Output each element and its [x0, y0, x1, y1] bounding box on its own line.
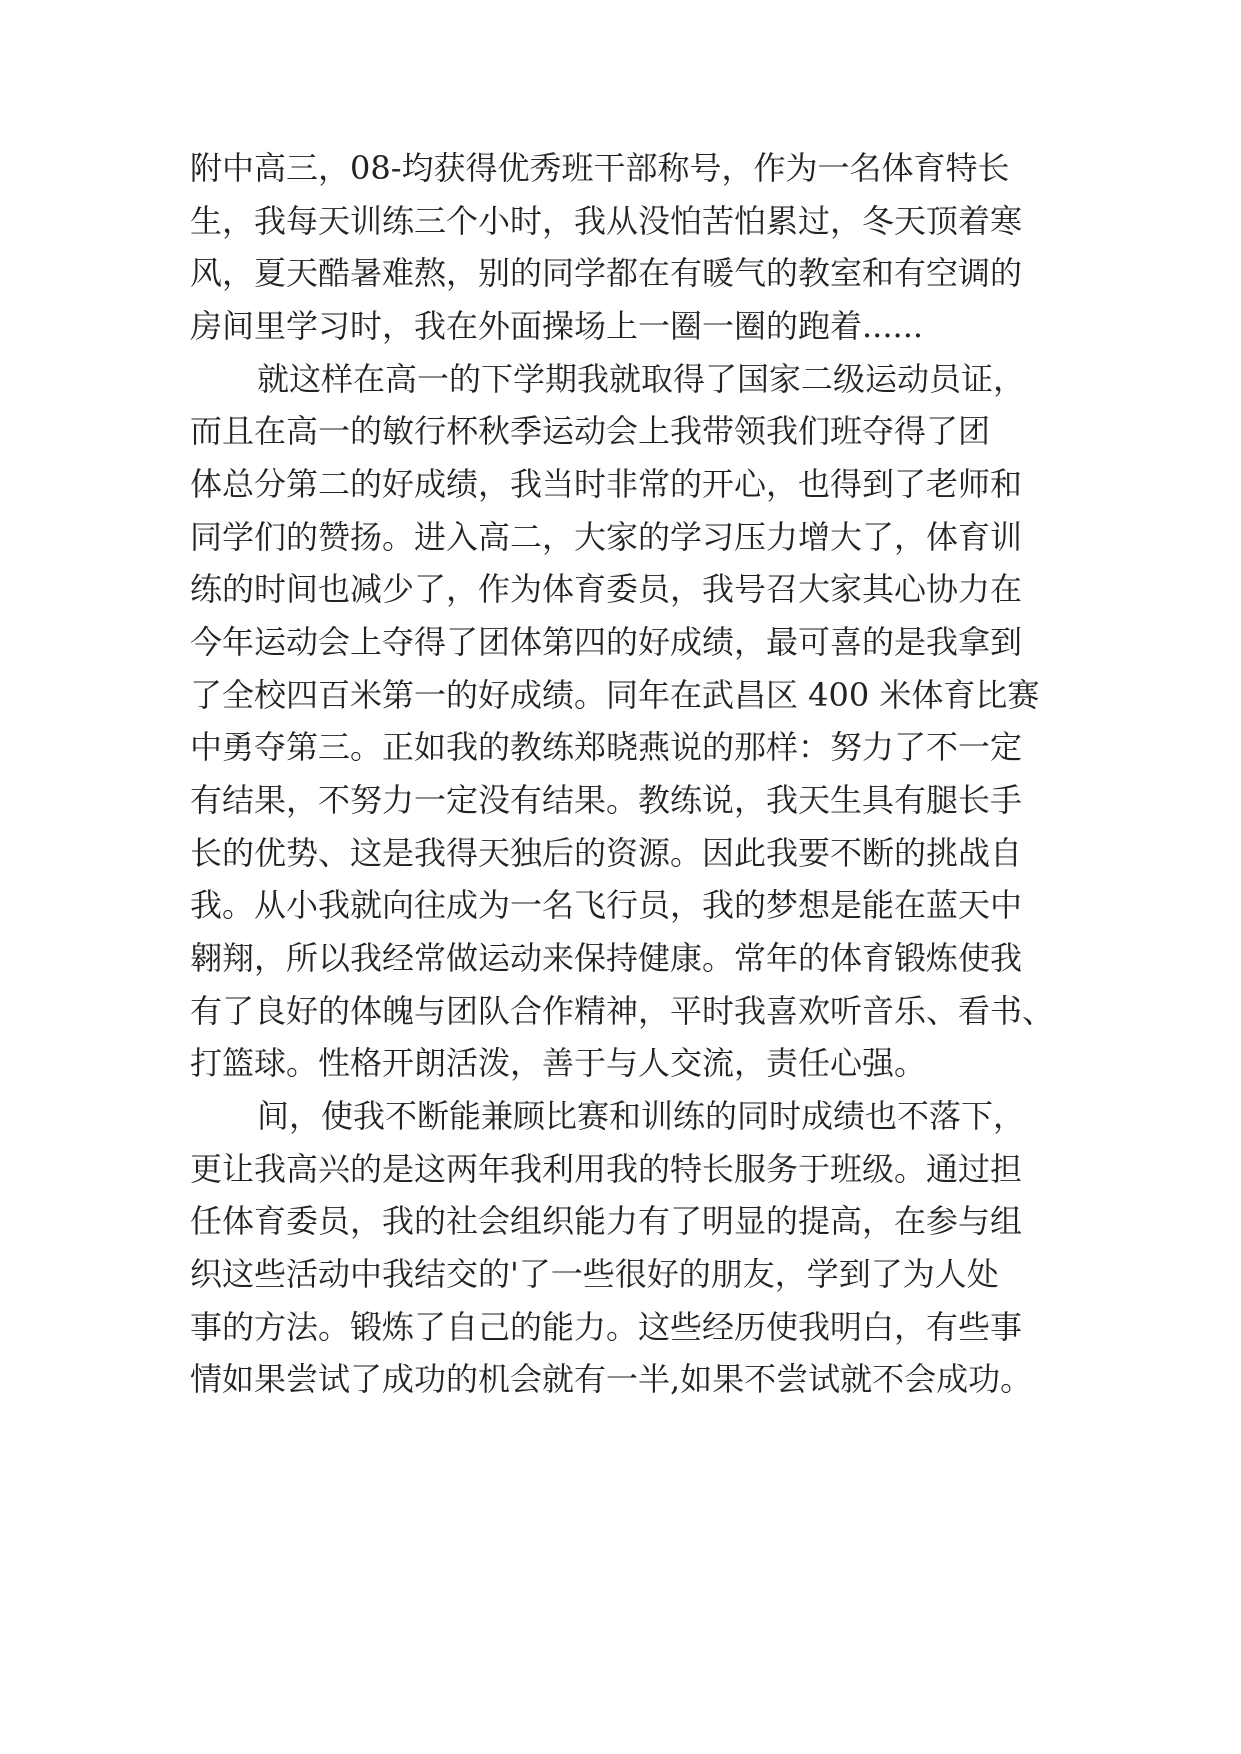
paragraph-start-line: 间，使我不断能兼顾比赛和训练的同时成绩也不落下，: [257, 1097, 1026, 1135]
text-line: 了全校四百米第一的好成绩。同年在武昌区 400 米体育比赛: [190, 676, 1040, 714]
text-line: 房间里学习时，我在外面操场上一圈一圈的跑着......: [190, 307, 924, 345]
text-line: 打篮球。性格开朗活泼，善于与人交流，责任心强。: [190, 1044, 927, 1082]
text-line: 风，夏天酷暑难熬，别的同学都在有暖气的教室和有空调的: [190, 254, 1023, 292]
text-line: 中勇夺第三。正如我的教练郑晓燕说的那样：努力了不一定: [190, 728, 1023, 766]
text-line: 同学们的赞扬。进入高二，大家的学习压力增大了，体育训: [190, 518, 1023, 556]
text-line: 情如果尝试了成功的机会就有一半,如果不尝试就不会成功。: [190, 1360, 1033, 1398]
text-line: 练的时间也减少了，作为体育委员，我号召大家其心协力在: [190, 570, 1023, 608]
text-line: 翱翔，所以我经常做运动来保持健康。常年的体育锻炼使我: [190, 939, 1023, 977]
text-line: 生，我每天训练三个小时，我从没怕苦怕累过，冬天顶着寒: [190, 202, 1023, 240]
text-line: 长的优势、这是我得天独后的资源。因此我要不断的挑战自: [190, 834, 1023, 872]
text-line: 我。从小我就向往成为一名飞行员，我的梦想是能在蓝天中: [190, 886, 1023, 924]
text-line: 而且在高一的敏行杯秋季运动会上我带领我们班夺得了团: [190, 412, 991, 450]
text-line: 有结果，不努力一定没有结果。教练说，我天生具有腿长手: [190, 781, 1023, 819]
text-line: 更让我高兴的是这两年我利用我的特长服务于班级。通过担: [190, 1150, 1023, 1188]
text-line: 有了良好的体魄与团队合作精神，平时我喜欢听音乐、看书、: [190, 992, 1055, 1030]
text-line: 任体育委员，我的社会组织能力有了明显的提高，在参与组: [190, 1202, 1023, 1240]
paragraph-start-line: 就这样在高一的下学期我就取得了国家二级运动员证，: [257, 360, 1026, 398]
text-line: 事的方法。锻炼了自己的能力。这些经历使我明白，有些事: [190, 1308, 1023, 1346]
text-line: 织这些活动中我结交的'了一些很好的朋友，学到了为人处: [190, 1255, 999, 1293]
text-line: 体总分第二的好成绩，我当时非常的开心，也得到了老师和: [190, 465, 1023, 503]
text-line: 附中高三，08-均获得优秀班干部称号，作为一名体育特长: [190, 149, 1010, 187]
text-line: 今年运动会上夺得了团体第四的好成绩，最可喜的是我拿到: [190, 623, 1023, 661]
